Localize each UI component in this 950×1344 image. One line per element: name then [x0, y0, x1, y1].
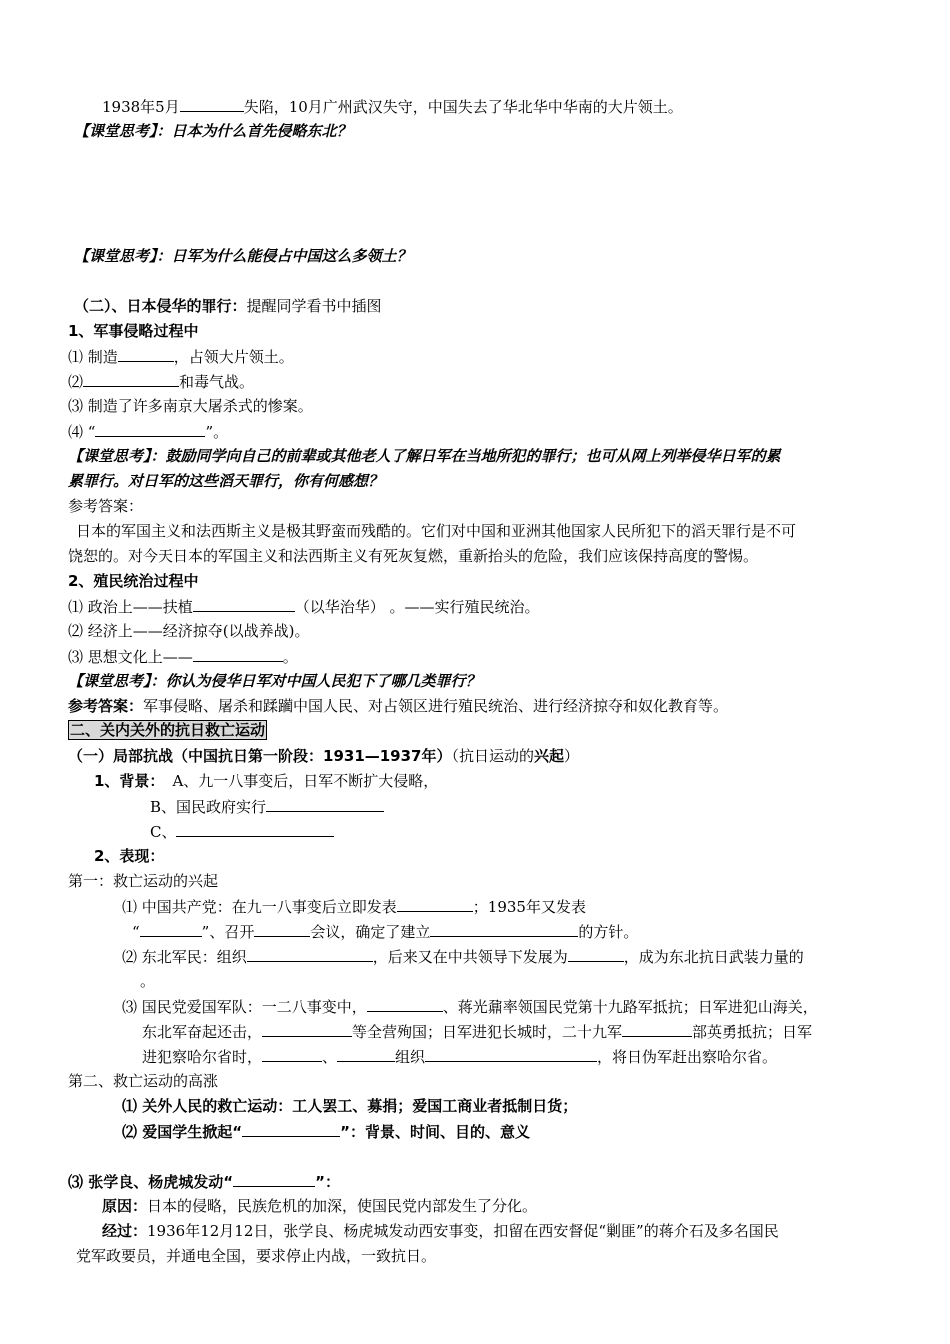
text: 组织 [395, 1048, 426, 1066]
surge-item-2 [122, 1121, 530, 1142]
heading: （一）局部抗战（中国抗日第一阶段：1931—1937年） [68, 747, 452, 765]
section-crimes-heading [74, 296, 382, 316]
text: 1938年5月 [102, 98, 180, 116]
blank[interactable] [622, 1021, 692, 1037]
text: 1936年12月12日，张学良、杨虎城发动西安事变，扣留在西安督促“剿匪”的蒋介石及多名国民 [147, 1222, 779, 1240]
text: 。 [282, 648, 298, 666]
xian-process-line1 [102, 1221, 779, 1241]
text: ”： [315, 1173, 340, 1191]
blank[interactable] [233, 1171, 315, 1187]
text: 军事侵略、屠杀和蹂躏中国人民、对占领区进行殖民统治、进行经济掠夺和奴化教育等。 [143, 697, 729, 715]
text: C、 [150, 823, 177, 841]
text: ⑵ [68, 373, 84, 391]
blank[interactable] [193, 596, 295, 612]
blank[interactable] [247, 946, 373, 962]
blank[interactable] [180, 96, 244, 112]
colonial-item-2: ⑵ 经济上——经济掠夺(以战养战)。 [68, 622, 310, 640]
text: ”。 [205, 423, 229, 441]
reference-answer-label: 参考答案： [68, 497, 144, 515]
colonial-heading: 2、殖民统治过程中 [68, 572, 199, 590]
class-thinking-1: 【课堂思考】：日本为什么首先侵略东北？ [74, 122, 352, 140]
text: ⑶ 张学良、杨虎城发动“ [68, 1173, 234, 1191]
text: ，成为东北抗日武装力量的 [623, 948, 804, 966]
kmt-line2 [142, 1021, 812, 1042]
kmt-line3 [142, 1046, 777, 1067]
reference-answer-2 [68, 696, 728, 716]
fill-line-1938 [102, 96, 683, 117]
text: 进犯察哈尔省时， [142, 1048, 263, 1066]
text: ⑶ 国民党爱国军队：一二八事变中， [122, 998, 367, 1016]
blank[interactable] [83, 371, 179, 387]
performance-heading: 2、表现： [94, 847, 165, 865]
surge-item-1: ⑴ 关外人民的救亡运动：工人罢工、募捐；爱国工商业者抵制日货； [122, 1097, 578, 1115]
blank[interactable] [176, 821, 334, 837]
ccp-line2 [132, 921, 638, 942]
label: 原因： [102, 1197, 148, 1215]
text: 和毒气战。 [179, 373, 255, 391]
blank[interactable] [118, 346, 174, 362]
military-item-2 [68, 371, 254, 392]
class-thinking-2: 【课堂思考】：日军为什么能侵占中国这么多领土？ [74, 247, 412, 265]
blank[interactable] [193, 646, 283, 662]
heading: （二）、日本侵华的罪行： [74, 297, 247, 315]
northeast-line1 [122, 946, 804, 967]
second-phase-heading: 第二、救亡运动的高涨 [68, 1072, 219, 1090]
northeast-line2: 。 [140, 972, 156, 990]
text: ⑴ 政治上——扶植 [68, 598, 193, 616]
military-item-4 [68, 421, 228, 442]
text: ”：背景、时间、目的、意义 [340, 1123, 530, 1141]
text: ） [564, 747, 580, 765]
blank[interactable] [95, 421, 205, 437]
colonial-item-3 [68, 646, 298, 667]
first-phase-heading: 第一：救亡运动的兴起 [68, 872, 219, 890]
label: 经过： [102, 1222, 148, 1240]
text: B、国民政府实行 [150, 798, 267, 816]
class-thinking-3-line2: 累罪行。对日军的这些滔天罪行，你有何感想？ [68, 472, 384, 490]
text: 等全营殉国；日军进犯长城时，二十九军 [352, 1023, 623, 1041]
blank[interactable] [242, 1121, 340, 1137]
xian-incident-heading [68, 1171, 340, 1192]
text: 会议，确定了建立 [310, 923, 431, 941]
text: ”、召开 [201, 923, 255, 941]
xian-cause [102, 1196, 537, 1216]
text: ⑵ 东北军民：组织 [122, 948, 247, 966]
background-c [150, 821, 334, 842]
text: ⑵ 爱国学生掀起“ [122, 1123, 243, 1141]
blank[interactable] [425, 1046, 597, 1062]
blank[interactable] [254, 921, 310, 937]
text: ，将日伪军赶出察哈尔省。 [597, 1048, 778, 1066]
blank[interactable] [367, 996, 443, 1012]
text: “ [132, 923, 140, 941]
text: ；1935年又发表 [472, 898, 586, 916]
blank[interactable] [262, 1021, 352, 1037]
emphasis: 兴起 [534, 747, 565, 765]
local-war-heading [68, 746, 579, 766]
text: ⑴ 中国共产党：在九一八事变后立即发表 [122, 898, 397, 916]
military-item-1 [68, 346, 294, 367]
background-a [94, 771, 438, 791]
heading-box: 二、关内关外的抗日救亡运动 [70, 721, 266, 739]
military-item-3: ⑶ 制造了许多南京大屠杀式的惨案。 [68, 397, 313, 415]
class-thinking-4: 【课堂思考】：你认为侵华日军对中国人民犯下了哪几类罪行？ [68, 672, 481, 690]
text: ⑴ 制造 [68, 348, 118, 366]
text: 日本的侵略，民族危机的加深，使国民党内部发生了分化。 [147, 1197, 538, 1215]
note: 提醒同学看书中插图 [246, 297, 382, 315]
military-heading: 1、军事侵略过程中 [68, 322, 199, 340]
background-b [150, 796, 384, 817]
text: ，占领大片领土。 [173, 348, 294, 366]
reference-answer-line1: 日本的军国主义和法西斯主义是极其野蛮而残酷的。它们对中国和亚洲其他国家人民所犯下的滔天罪行是不可 [76, 522, 797, 540]
text: 的方针。 [578, 923, 639, 941]
ccp-line1 [122, 896, 586, 917]
label: 参考答案： [68, 697, 144, 715]
text: 部英勇抵抗；日军 [692, 1023, 813, 1041]
blank[interactable] [568, 946, 624, 962]
blank[interactable] [397, 896, 473, 912]
reference-answer-line2: 饶恕的。对今天日本的军国主义和法西斯主义有死灰复燃，重新抬头的危险，我们应该保持高度的警惕。 [68, 547, 759, 565]
text: 东北军奋起还击， [142, 1023, 263, 1041]
blank[interactable] [337, 1046, 395, 1062]
text: 、蒋光鼐率领国民党第十九路军抵抗；日军进犯山海关， [442, 998, 818, 1016]
blank[interactable] [266, 796, 384, 812]
part-two-heading [68, 720, 267, 740]
label: 1、背景： [94, 772, 165, 790]
xian-process-line2: 党军政要员，并通电全国，要求停止内战，一致抗日。 [76, 1247, 437, 1265]
colonial-item-1 [68, 596, 540, 617]
text: ，后来又在中共领导下发展为 [372, 948, 568, 966]
text: A、九一八事变后，日军不断扩大侵略， [172, 772, 439, 790]
blank[interactable] [262, 1046, 322, 1062]
blank[interactable] [430, 921, 578, 937]
text: ⑶ 思想文化上—— [68, 648, 193, 666]
class-thinking-3-line1: 【课堂思考】：鼓励同学向自己的前辈或其他老人了解日军在当地所犯的罪行；也可从网上列举侵华日军的累 [68, 447, 781, 465]
text: 失陷，10月广州武汉失守，中国失去了华北华中华南的大片领土。 [243, 98, 683, 116]
text: （抗日运动的 [451, 747, 535, 765]
kmt-line1 [122, 996, 818, 1017]
text: 、 [322, 1048, 338, 1066]
blank[interactable] [140, 921, 202, 937]
text: ⑷ “ [68, 423, 96, 441]
text: （以华治华） 。——实行殖民统治。 [294, 598, 540, 616]
